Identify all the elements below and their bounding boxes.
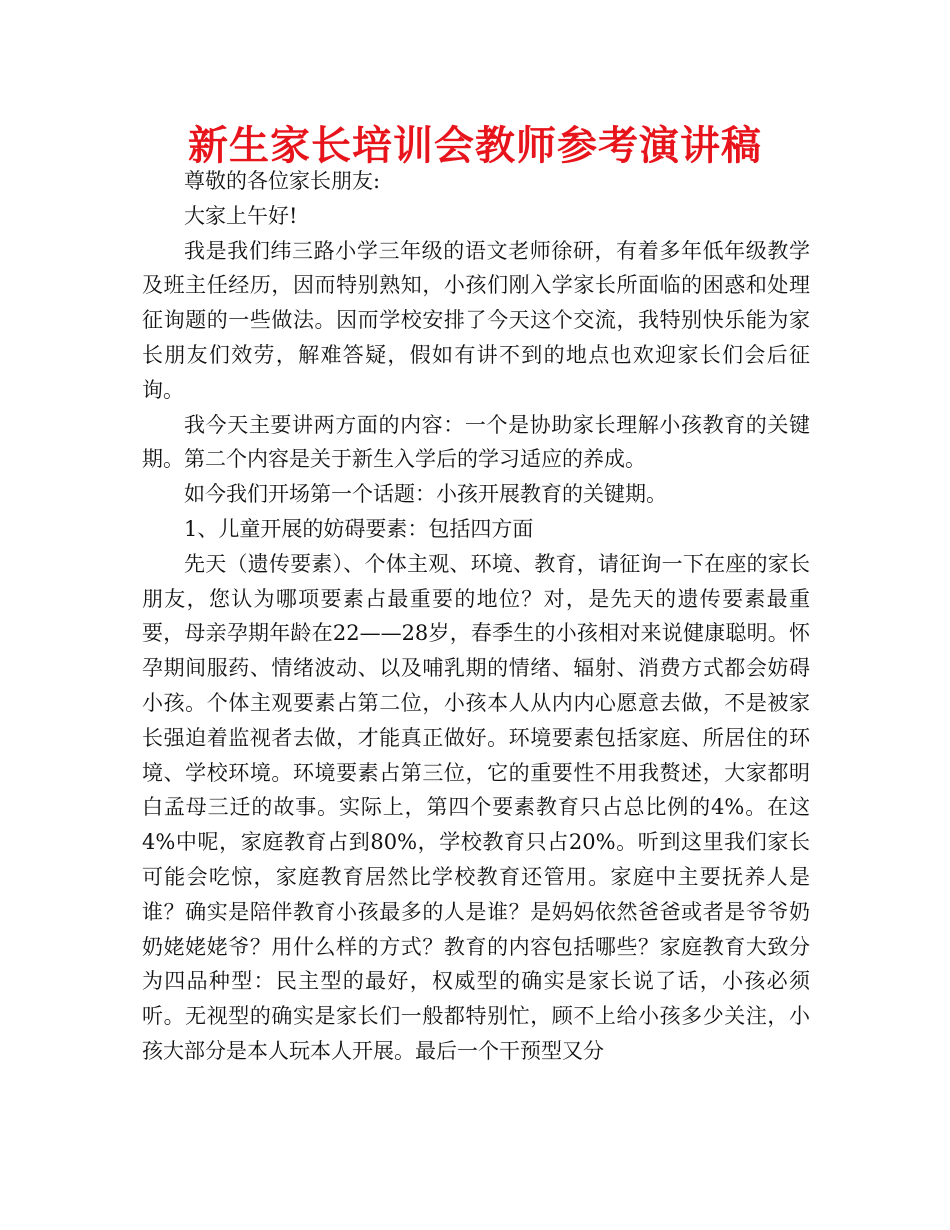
greeting-paragraph: 大家上午好! — [184, 203, 298, 228]
document-body — [142, 164, 810, 1069]
factors-paragraph: 先天（遗传要素）、个体主观、环境、教育，请征询一下在座的家长朋友，您认为哪项要素占最重要的地位？对，是先天的遗传要素最重要，母亲孕期年龄在22——28岁，春季生的小孩相对来说健康聪明。怀孕期间服药、情绪波动、以及哺乳期的情绪、辐射、消费方式都会妨碍小孩。个体主观要素占第二位，小孩本人从内内心愿意去做，不是被家长强迫着监视者去做，才能真正做好。环境要素包括家庭、所居住的环境、学校环境。环境要素占第三位，它的重要性不用我赘述，大家都明白孟母三迁的故事。实际上，第四个要素教育只占总比例的4%。在这4%中呢，家庭教育占到80%，学校教育只占20%。听到这里我们家长可能会吃惊，家庭教育居然比学校教育还管用。家庭中主要抚养人是谁？确实是陪伴教育小孩最多的人是谁？是妈妈依然爸爸或者是爷爷奶奶姥姥姥爷？用什么样的方式？教育的内容包括哪些？家庭教育大致分为四品种型：民主型的最好，权威型的确实是家长说了话，小孩必须听。无视型的确实是家长们一般都特别忙，顾不上给小孩多少关注，小孩大部分是本人玩本人开展。最后一个干预型又分 — [142, 551, 810, 1063]
intro-paragraph: 我是我们纬三路小学三年级的语文老师徐研，有着多年低年级教学及班主任经历，因而特别熟知，小孩们刚入学家长所面临的困惑和处理征询题的一些做法。因而学校安排了今天这个交流，我特别快乐能为家长朋友们效劳，解难答疑，假如有讲不到的地点也欢迎家长们会后征询。 — [142, 238, 810, 402]
document-title: 新生家长培训会教师参考演讲稿 — [188, 122, 762, 169]
outline-paragraph: 我今天主要讲两方面的内容：一个是协助家长理解小孩教育的关键期。第二个内容是关于新生入学后的学习适应的养成。 — [142, 412, 810, 472]
topic-paragraph: 如今我们开场第一个话题：小孩开展教育的关键期。 — [184, 482, 667, 507]
section-heading: 1、儿童开展的妨碍要素：包括四方面 — [184, 516, 534, 541]
salutation-paragraph: 尊敬的各位家长朋友: — [184, 169, 381, 193]
